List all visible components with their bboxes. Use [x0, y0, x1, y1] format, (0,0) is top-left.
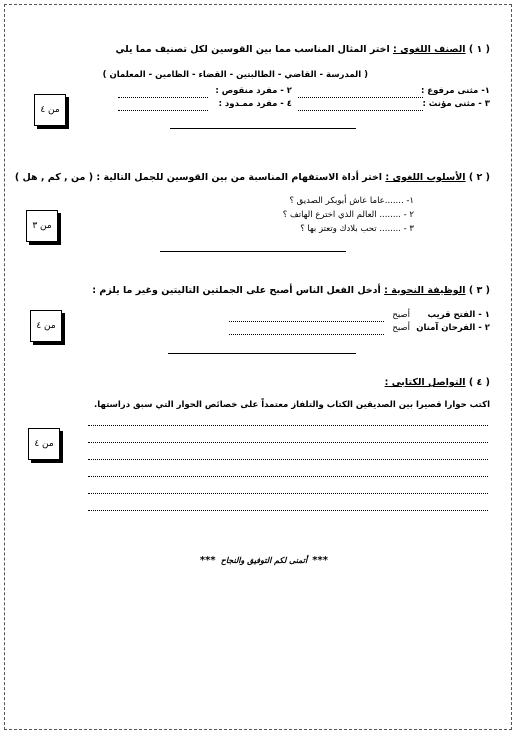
section-divider — [160, 251, 346, 252]
section3-number: ( ٣ ) — [468, 285, 490, 296]
section3-score: من ٤ — [36, 321, 56, 331]
writing-line[interactable] — [88, 476, 488, 477]
section2-header — [15, 172, 490, 183]
section1-item-2: ٢ - مفرد منقوص : — [215, 86, 292, 96]
section4-score-box — [28, 428, 60, 460]
section3-item-2-verb: أصبح — [392, 323, 410, 333]
section1-title: الصنف اللغوى : — [393, 44, 466, 55]
section2-item-2: ٢ - ........ العالم الذي اخترع الهاتف ؟ — [282, 210, 414, 220]
section3-score-box — [30, 310, 62, 342]
page-border — [4, 4, 512, 730]
section-divider — [168, 353, 356, 354]
section3-item-2-label: ٢ - الفرحان آمنان — [416, 323, 490, 333]
footer — [200, 548, 328, 567]
section3-item-1-verb: أصبح — [392, 310, 410, 320]
answer-line[interactable] — [118, 97, 208, 98]
section4-title: التواصل الكتابى : — [384, 377, 466, 388]
section2-score-box — [26, 210, 58, 242]
section4-number: ( ٤ ) — [468, 377, 490, 388]
answer-line[interactable] — [229, 321, 384, 322]
section2-options: ( من , كم , هل ) — [14, 172, 94, 183]
section3-header — [92, 285, 490, 296]
section1-instruction: اختر المثال المناسب مما بين القوسين لكل تصنيف مما يلي — [115, 44, 390, 55]
section2-number: ( ٢ ) — [468, 172, 490, 183]
writing-line[interactable] — [88, 510, 488, 511]
section4-score: من ٤ — [34, 439, 54, 449]
section4-instruction: اكتب حوارا قصيرا بين الصديقين الكتاب والتلفاز معتمداً على خصائص الحوار التي سبق دراستها. — [94, 400, 490, 410]
footer-text: أتمنى لكم التوفيق والنجاح — [220, 556, 308, 565]
answer-line[interactable] — [229, 334, 384, 335]
answer-line[interactable] — [298, 110, 423, 111]
writing-line[interactable] — [88, 459, 488, 460]
writing-line[interactable] — [88, 425, 488, 426]
section1-score-box — [34, 94, 66, 126]
section1-word-bank: ( المدرسة - القاضي - الطالبتين - القضاء - الظامين - المعلمان ) — [102, 70, 368, 80]
footer-stars-left: *** — [199, 555, 216, 566]
footer-stars-right: *** — [312, 555, 328, 566]
section3-item-1-label: ١ - الفتح قريب — [427, 310, 490, 320]
answer-line[interactable] — [118, 110, 208, 111]
section1-number: ( ١ ) — [468, 44, 490, 55]
section2-title: الأسلوب اللغوى : — [385, 172, 466, 183]
section2-instruction: اختر أداة الاستفهام المناسبة من بين القوسين للجمل التالية : — [96, 172, 383, 183]
section1-header — [116, 44, 491, 55]
section-divider — [170, 128, 356, 129]
section3-instruction: أدخل الفعل الناس أصبح على الجملتين التاليتين وغير ما يلزم : — [92, 285, 381, 296]
section1-score: من ٤ — [40, 105, 60, 115]
section4-header — [385, 377, 490, 388]
section1-item-4: ٤ - مفرد ممـدود : — [218, 99, 292, 109]
section2-item-1: ١- .......عاما عاش أبوبكر الصديق ؟ — [289, 196, 414, 206]
section3-title: الوظيفة النحوية : — [384, 285, 466, 296]
section1-item-3: ٣ - مثنى مؤنث : — [422, 99, 490, 109]
answer-line[interactable] — [298, 97, 423, 98]
section1-item-1: ١- مثنى مرفوع : — [420, 86, 490, 96]
writing-line[interactable] — [88, 493, 488, 494]
section2-score: من ٣ — [32, 221, 52, 231]
section2-item-3: ٣ - ........ تحب بلادك وتعتز بها ؟ — [300, 224, 414, 234]
writing-line[interactable] — [88, 442, 488, 443]
